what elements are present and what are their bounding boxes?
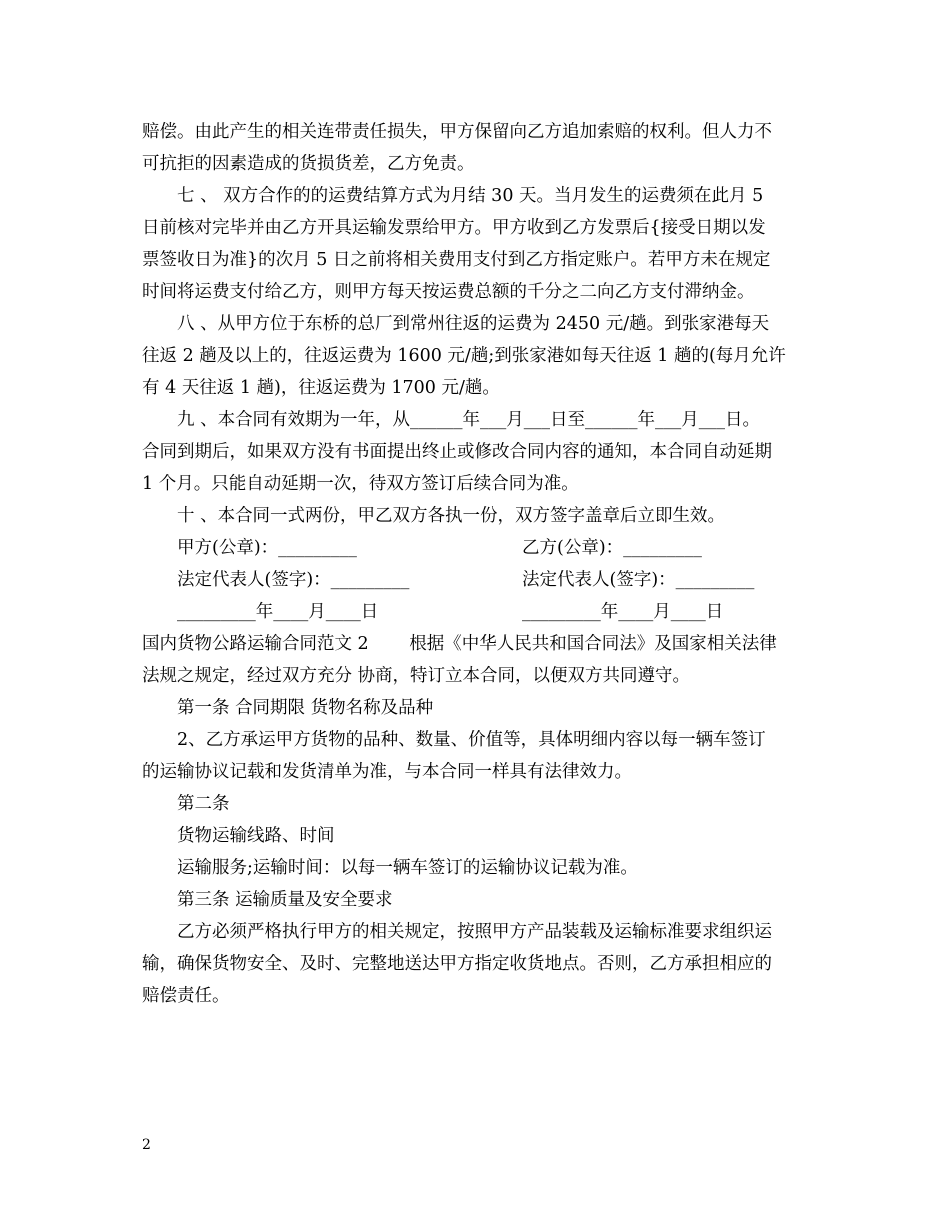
text-line: 合同到期后，如果双方没有书面提出终止或修改合同内容的通知，本合同自动延期 — [142, 442, 772, 462]
article-one-heading: 第一条 合同期限 货物名称及品种 — [177, 698, 434, 718]
section-title-intro: 国内货物公路运输合同范文 2 根据《中华人民共和国合同法》及国家相关法律 — [142, 634, 777, 654]
text-line: 日前核对完毕并由乙方开具运输发票给甲方。甲方收到乙方发票后{接受日期以发 — [142, 218, 766, 238]
party-b-representative: 法定代表人(签字)：_________ — [522, 570, 755, 590]
clause-seven: 七 、 双方合作的的运费结算方式为月结 30 天。当月发生的运费须在此月 5 — [177, 186, 764, 206]
text-line: 1 个月。只能自动延期一次，待双方签订后续合同为准。 — [142, 474, 579, 494]
document-body — [142, 116, 812, 1012]
text-line: 的运输协议记载和发货清单为准，与本合同一样具有法律效力。 — [142, 762, 632, 782]
text-line: 时间将运费支付给乙方，则甲方每天按运费总额的千分之二向乙方支付滞纳金。 — [142, 282, 755, 302]
party-a-seal: 甲方(公章)：_________ — [177, 538, 357, 558]
signature-row-date — [142, 596, 812, 628]
text-line: 可抗拒的因素造成的货损货差，乙方免责。 — [142, 154, 475, 174]
text-line: 票签收日为准}的次月 5 日之前将相关费用支付到乙方指定账户。若甲方未在规定 — [142, 250, 771, 270]
clause-nine: 九 、本合同有效期为一年，从______年___月___日至______年___月___日。 — [177, 410, 761, 430]
page-number: 2 — [142, 1137, 151, 1153]
text-line: 输，确保货物安全、及时、完整地送达甲方指定收货地点。否则，乙方承担相应的 — [142, 954, 772, 974]
signature-row-representative — [142, 564, 812, 596]
party-a-date: _________年____月____日 — [177, 602, 379, 622]
party-b-seal: 乙方(公章)：_________ — [522, 538, 702, 558]
article-three-item: 乙方必须严格执行甲方的相关规定，按照甲方产品装载及运输标准要求组织运 — [177, 922, 772, 942]
clause-eight: 八 、从甲方位于东桥的总厂到常州往返的运费为 2450 元/趟。到张家港每天 — [177, 314, 770, 334]
article-two-item: 运输服务;运输时间：以每一辆车签订的运输协议记载为准。 — [177, 858, 638, 878]
article-two-heading: 第二条 — [177, 794, 230, 814]
clause-ten: 十 、本合同一式两份，甲乙双方各执一份，双方签字盖章后立即生效。 — [177, 506, 726, 526]
party-b-date: _________年____月____日 — [522, 602, 724, 622]
party-a-representative: 法定代表人(签字)：_________ — [177, 570, 410, 590]
text-line: 赔偿责任。 — [142, 986, 230, 1006]
article-one-item: 2、乙方承运甲方货物的品种、数量、价值等，具体明细内容以每一辆车签订 — [177, 730, 766, 750]
text-line: 法规之规定，经过双方充分 协商，特订立本合同，以便双方共同遵守。 — [142, 666, 691, 686]
text-line: 赔偿。由此产生的相关连带责任损失，甲方保留向乙方追加索赔的权利。但人力不 — [142, 122, 772, 142]
article-two-subtitle: 货物运输线路、时间 — [177, 826, 335, 846]
article-three-heading: 第三条 运输质量及安全要求 — [177, 890, 393, 910]
text-line: 往返 2 趟及以上的，往返运费为 1600 元/趟;到张家港如每天往返 1 趟的(每月允许 — [142, 346, 786, 366]
signature-row-seal — [142, 532, 812, 564]
text-line: 有 4 天往返 1 趟)，往返运费为 1700 元/趟。 — [142, 378, 500, 398]
